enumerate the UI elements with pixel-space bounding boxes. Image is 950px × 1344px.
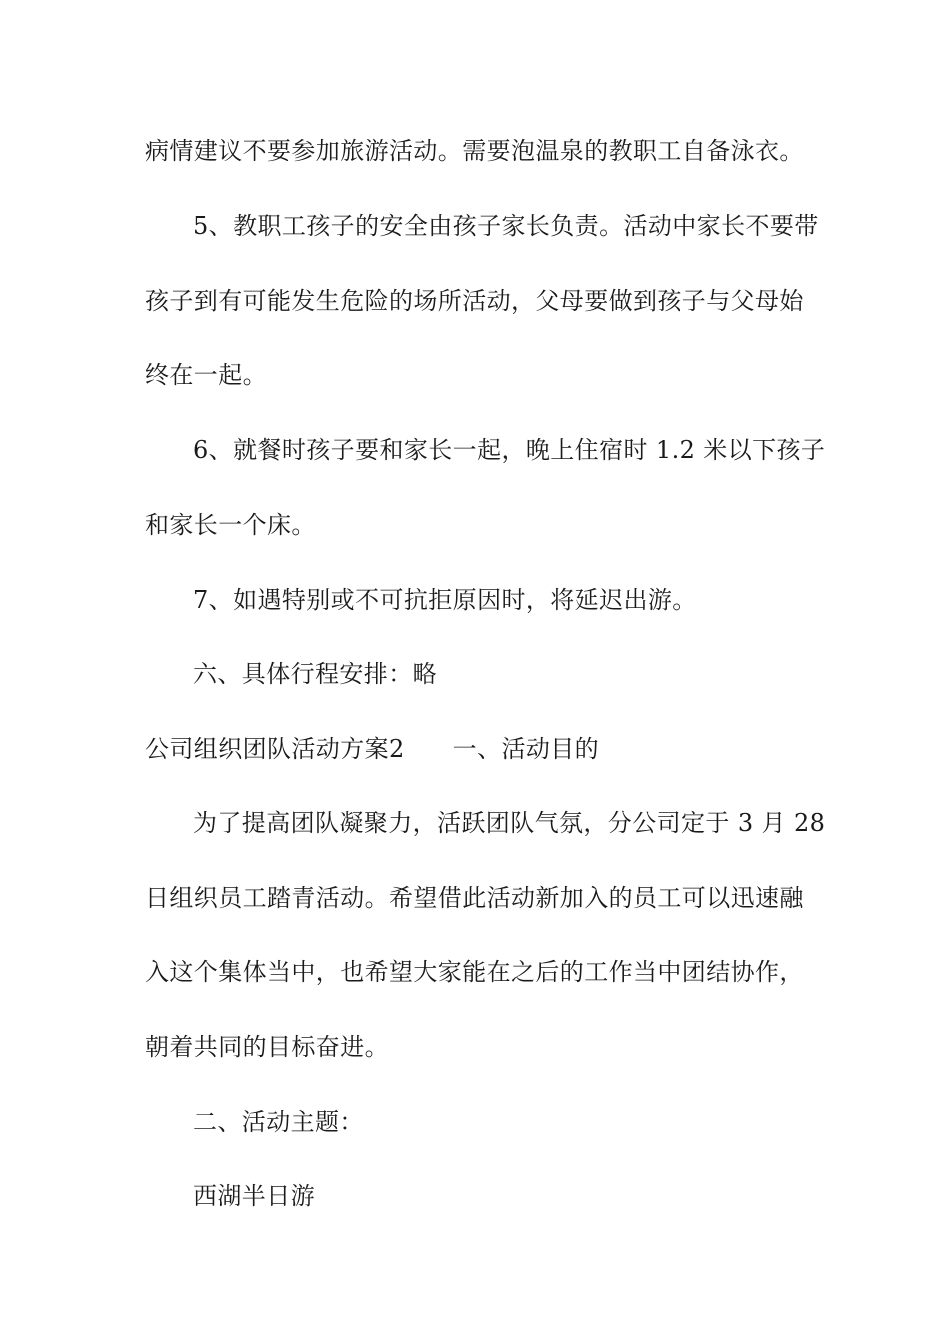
section-title: 公司组织团队活动方案2 (145, 735, 405, 763)
list-item-7: 7、如遇特别或不可抗拒原因时，将延迟出游。 (193, 586, 697, 614)
list-item-5-line-3: 终在一起。 (145, 361, 267, 389)
paragraph-line: 病情建议不要参加旅游活动。需要泡温泉的教职工自备泳衣。 (145, 137, 804, 165)
purpose-paragraph-line-1: 为了提高团队凝聚力，活跃团队气氛，分公司定于 3 月 28 (193, 809, 826, 837)
purpose-paragraph-line-4: 朝着共同的目标奋进。 (145, 1033, 389, 1061)
list-item-5-line-1: 5、教职工孩子的安全由孩子家长负责。活动中家长不要带 (193, 212, 819, 240)
section-6-heading: 六、具体行程安排：略 (193, 660, 437, 688)
list-item-5-line-2: 孩子到有可能发生危险的场所活动，父母要做到孩子与父母始 (145, 287, 804, 315)
purpose-paragraph-line-2: 日组织员工踏青活动。希望借此活动新加入的员工可以迅速融 (145, 884, 804, 912)
list-item-6-line-1: 6、就餐时孩子要和家长一起，晚上住宿时 1.2 米以下孩子 (193, 436, 826, 464)
list-item-6-line-2: 和家长一个床。 (145, 511, 316, 539)
section-title-row (145, 734, 599, 764)
theme-heading: 二、活动主题： (193, 1108, 364, 1136)
purpose-heading: 一、活动目的 (452, 735, 600, 763)
theme-value: 西湖半日游 (193, 1182, 315, 1210)
purpose-paragraph-line-3: 入这个集体当中，也希望大家能在之后的工作当中团结协作， (145, 958, 804, 986)
